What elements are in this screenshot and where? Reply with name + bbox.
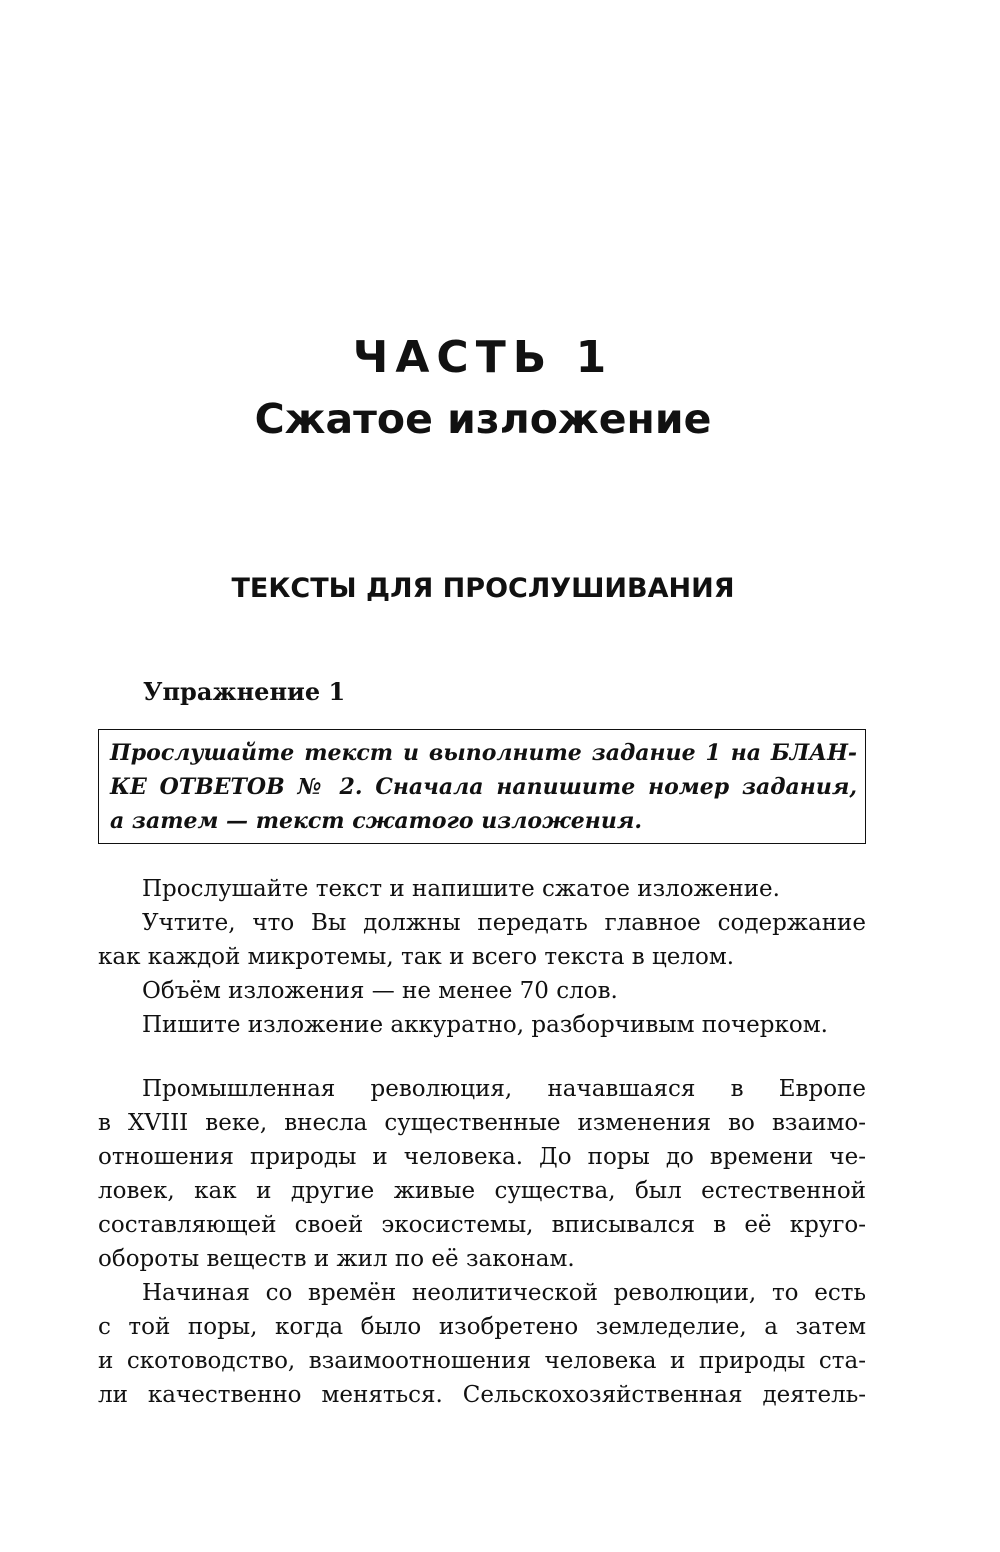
instruction-line: Объём изложения — не менее 70 слов. [142,978,618,1004]
instruction-line: Пишите изложение аккуратно, разборчивым почерком. [142,1012,828,1038]
instruction-line: Прослушайте текст и напишите сжатое изложение. [142,876,780,902]
instruction-line: как каждой микротемы, так и всего текста в целом. [98,944,735,970]
story-line: Начиная со времён неолитической революции, то есть [142,1280,866,1306]
story-line: ли качественно меняться. Сельскохозяйственная деятель- [98,1382,866,1408]
instructions [98,872,866,1042]
part-subtitle: Сжатое изложение [254,395,712,443]
section-title: ТЕКСТЫ ДЛЯ ПРОСЛУШИВАНИЯ [231,573,735,604]
task-line: КЕ ОТВЕТОВ № 2. Сначала напишите номер задания, [110,774,857,800]
story-line: обороты веществ и жил по её законам. [98,1246,575,1272]
story-line: в XVIII веке, внесла существенные изменения во взаимо- [98,1110,866,1136]
story-line: с той поры, когда было изобретено земледелие, а затем [98,1314,866,1340]
task-line: Прослушайте текст и выполните задание 1 на БЛАН- [110,740,857,766]
story-line: составляющей своей экосистемы, вписывался в её круго- [98,1212,866,1238]
part-title: ЧАСТЬ 1 [352,332,614,383]
exercise-title: Упражнение 1 [143,677,346,706]
story-text [98,1072,866,1412]
story-line: Промышленная революция, начавшаяся в Европе [142,1076,866,1102]
story-line: отношения природы и человека. До поры до времени че- [98,1144,866,1170]
story-line: и скотоводство, взаимоотношения человека и природы ста- [98,1348,866,1374]
instruction-line: Учтите, что Вы должны передать главное содержание [142,910,866,936]
story-line: ловек, как и другие живые существа, был естественной [98,1178,866,1204]
task-box [98,729,866,844]
task-line: а затем — текст сжатого изложения. [110,808,642,834]
